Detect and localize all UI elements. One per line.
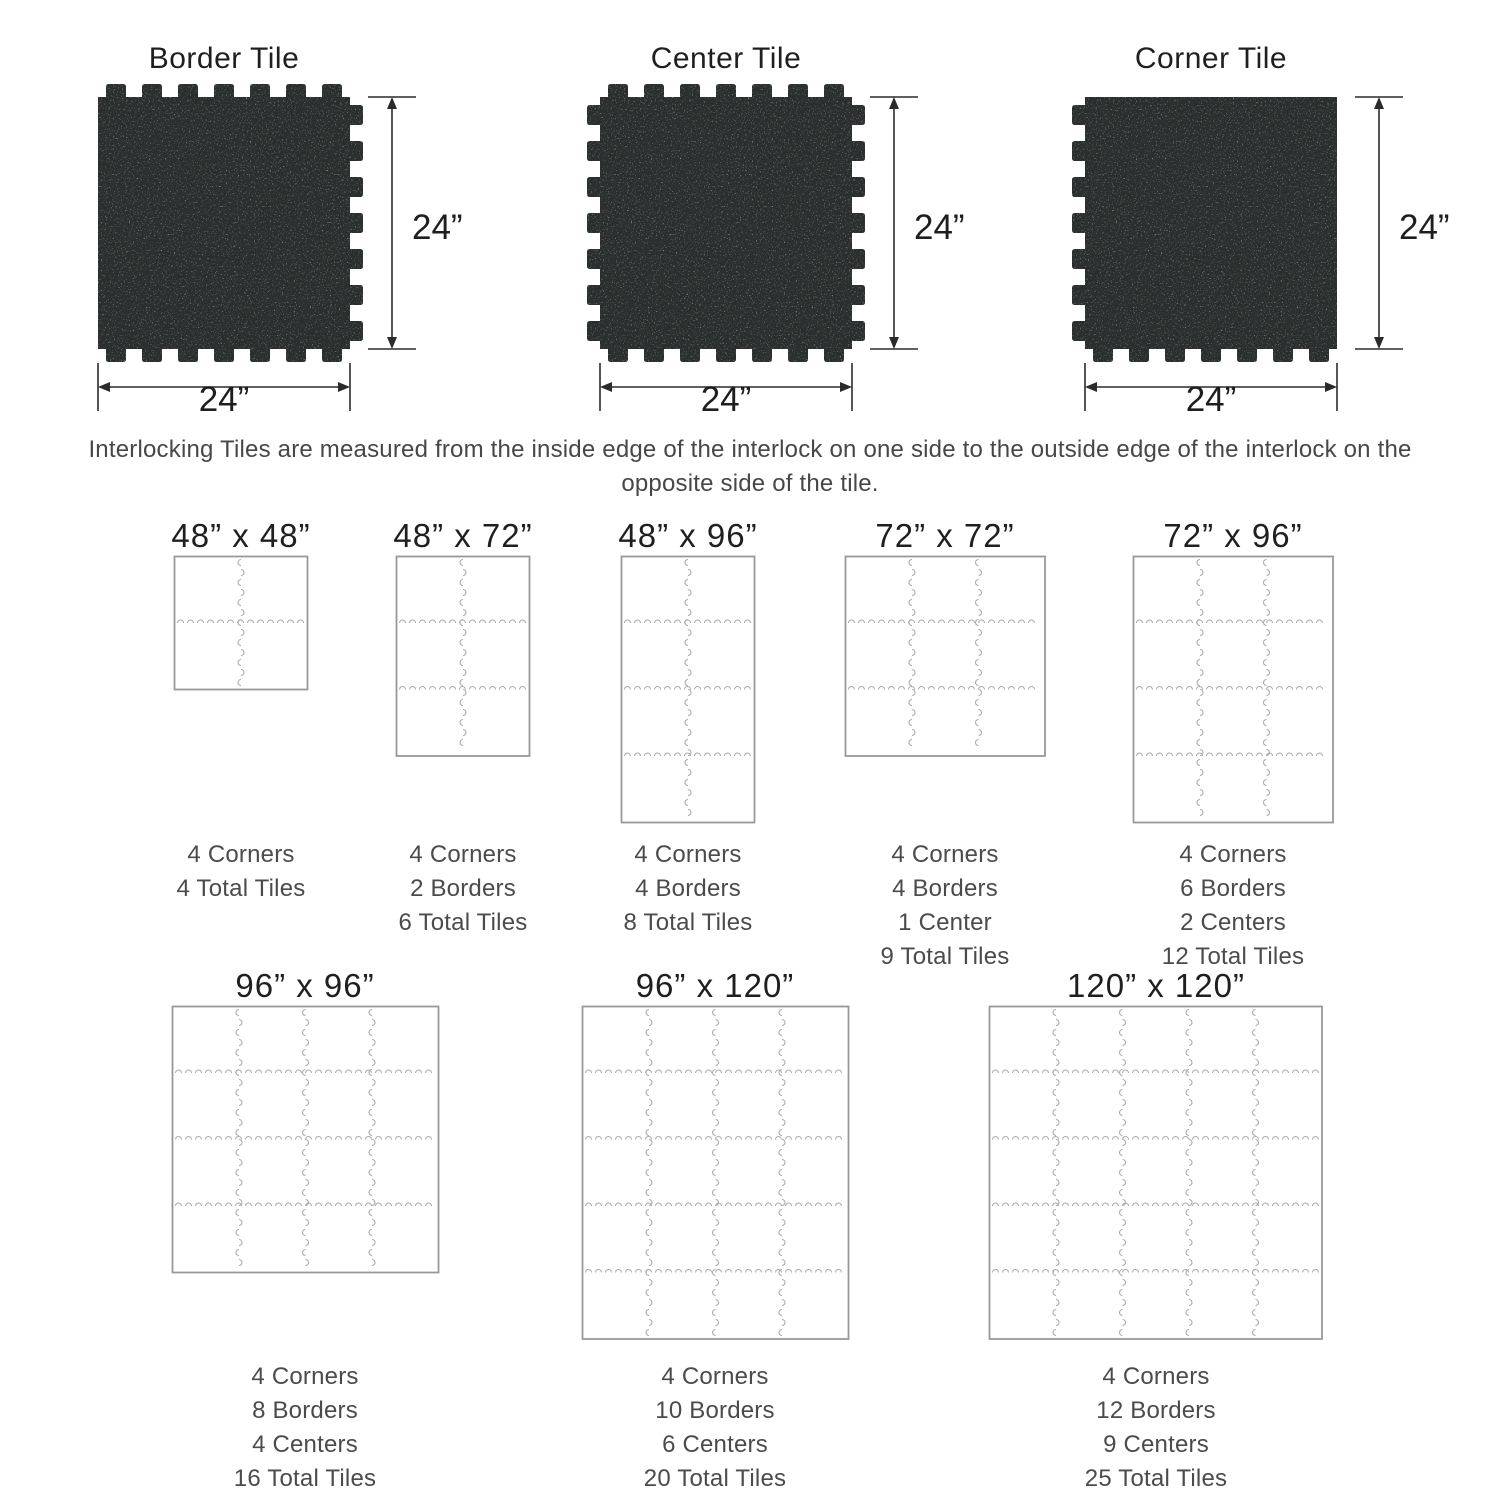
stat-line: 10 Borders (655, 1397, 775, 1424)
layout-grid (620, 555, 756, 824)
stat-line: 4 Centers (252, 1431, 358, 1458)
layout-stats (91, 1360, 520, 1496)
stat-line: 4 Corners (409, 841, 517, 868)
layout-grid (844, 555, 1047, 758)
layout-grid (1132, 555, 1335, 824)
tile-illustration (1067, 80, 1467, 430)
height-dimension-label: 24” (914, 208, 965, 247)
stat-line: 20 Total Tiles (643, 1465, 787, 1492)
layout-grid (173, 555, 309, 691)
border-tile-figure (80, 40, 490, 440)
layout-title: 48” x 72” (393, 517, 533, 554)
center-tile-figure (582, 40, 992, 440)
border-tile-image (80, 80, 480, 430)
layout-title: 96” x 96” (235, 967, 375, 1004)
layout-grid (395, 555, 531, 758)
layout-block-96x120 (501, 958, 930, 1500)
stat-line: 4 Borders (635, 875, 741, 902)
tile-rubber-texture (585, 82, 867, 364)
stat-line: 4 Corners (1102, 1363, 1210, 1390)
layout-title: 72” x 96” (1163, 517, 1303, 554)
layout-block-120x120 (908, 958, 1404, 1500)
center-tile-image (582, 80, 982, 430)
stat-line: 4 Corners (187, 841, 295, 868)
stat-line: 4 Corners (891, 841, 999, 868)
height-dimension-label: 24” (412, 208, 463, 247)
stat-line: 12 Borders (1096, 1397, 1216, 1424)
layout-grid (171, 1005, 440, 1274)
tile-title: Center Tile (650, 42, 802, 75)
tile-illustration (582, 80, 982, 430)
stat-line: 6 Centers (662, 1431, 768, 1458)
stat-line: 4 Corners (251, 1363, 359, 1390)
stat-line: 9 Total Tiles (880, 943, 1010, 970)
layout-title: 48” x 96” (618, 517, 758, 554)
measurement-note: Interlocking Tiles are measured from the inside edge of the interlock on one side to the outside edge of the interlock on the opposite side of the tile. (88, 436, 1412, 498)
width-dimension-label: 24” (1185, 380, 1237, 419)
stat-line: 16 Total Tiles (233, 1465, 377, 1492)
layout-stats (1052, 838, 1415, 974)
layout-grid-wrap (1052, 555, 1415, 824)
layout-stats (501, 1360, 930, 1496)
stat-line: 4 Corners (634, 841, 742, 868)
tile-title: Corner Tile (1134, 42, 1288, 75)
stat-line: 6 Borders (1180, 875, 1286, 902)
layout-grid-wrap (91, 1005, 520, 1274)
stat-line: 4 Corners (661, 1363, 769, 1390)
layout-title: 96” x 120” (635, 967, 795, 1004)
layout-grid (581, 1005, 850, 1341)
layout-title: 120” x 120” (1067, 967, 1245, 1004)
layout-grid-wrap (908, 1005, 1404, 1341)
stat-line: 2 Centers (1180, 909, 1286, 936)
tile-illustration (80, 80, 480, 430)
corner-tile-image (1067, 80, 1467, 430)
width-dimension-label: 24” (700, 380, 752, 419)
layout-title: 72” x 72” (875, 517, 1015, 554)
stat-line: 25 Total Tiles (1084, 1465, 1228, 1492)
stat-line: 12 Total Tiles (1161, 943, 1305, 970)
width-dimension-label: 24” (198, 380, 250, 419)
stat-line: 8 Total Tiles (623, 909, 753, 936)
layout-block-72x96 (1052, 514, 1415, 988)
corner-tile-figure (1067, 40, 1477, 440)
height-dimension-label: 24” (1399, 208, 1450, 247)
stat-line: 9 Centers (1103, 1431, 1209, 1458)
stat-line: 4 Total Tiles (176, 875, 306, 902)
stat-line: 4 Corners (1179, 841, 1287, 868)
stat-line: 8 Borders (252, 1397, 358, 1424)
stat-line: 4 Borders (892, 875, 998, 902)
layout-title: 48” x 48” (171, 517, 311, 554)
layout-block-96x96 (91, 958, 520, 1500)
layout-stats (908, 1360, 1404, 1496)
tile-rubber-texture (83, 82, 365, 364)
stat-line: 1 Center (898, 909, 992, 936)
layout-grid (988, 1005, 1324, 1341)
stat-line: 6 Total Tiles (398, 909, 528, 936)
stat-line: 2 Borders (410, 875, 516, 902)
tile-rubber-texture (1070, 82, 1352, 364)
layout-grid-wrap (501, 1005, 930, 1341)
tile-title: Border Tile (148, 42, 300, 75)
